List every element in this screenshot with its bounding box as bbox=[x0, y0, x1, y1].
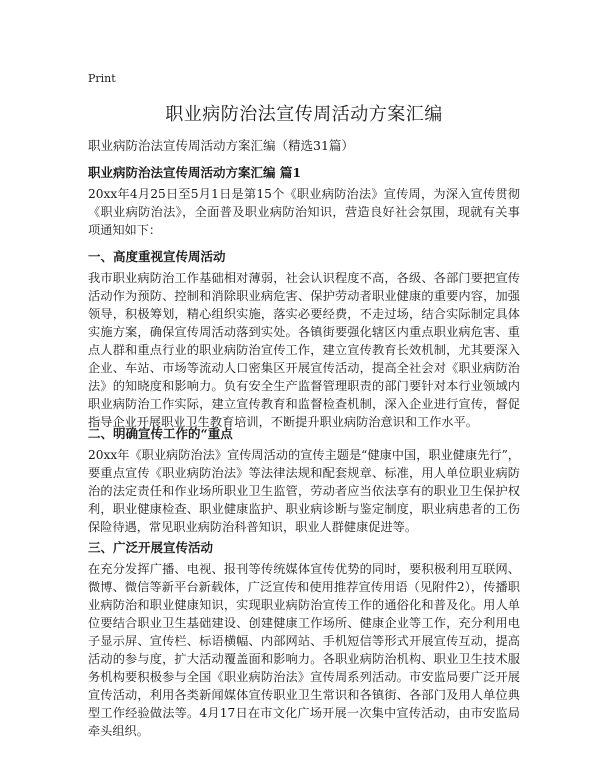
intro-paragraph: 20xx年4月25日至5月1日是第15个《职业病防治法》宣传周，为深入宣传贯彻《职业病防治法》，全面普及职业病防治知识，营造良好社会氛围，现就有关事项通知如下： bbox=[88, 187, 520, 237]
section-heading-2: 二、明确宣传工作的“重点 bbox=[88, 426, 233, 441]
section-heading-1: 一、高度重视宣传周活动 bbox=[88, 249, 226, 264]
section-body-2: 20xx年《职业病防治法》宣传周活动的宣传主题是“健康中国，职业健康先行”，要重点宣传《职业病防治法》等法律法规和配套规章、标准，用人单位职业病防治的法定责任和作业场所职业卫生监管，劳动者应当依法享有的职业卫生保护权利，职业健康检查、职业健康监护、职业病诊断与鉴定制度，职业病患者的工伤保险待遇，常见职业病防治科普知识，职业人群健康促进等。 bbox=[88, 448, 520, 534]
article-heading: 职业病防治法宣传周活动方案汇编 篇1 bbox=[88, 165, 302, 180]
print-label[interactable]: Print bbox=[88, 72, 116, 85]
section-heading-3: 三、广泛开展宣传活动 bbox=[88, 540, 214, 555]
document-title: 职业病防治法宣传周活动方案汇编 bbox=[165, 104, 443, 125]
section-body-3: 在充分发挥广播、电视、报刊等传统媒体宣传优势的同时，要积极利用互联网、微博、微信等新平台新载体，广泛宣传和使用推荐宣传用语（见附件2），传播职业病防治和职业健康知识，实现职业病防治宣传工作的通俗化和普及化。用人单位要结合职业卫生基础建设、创建健康工作场所、健康企业等工作，充分利用电子显示屏、宣传栏、标语横幅、内部网站、手机短信等形式开展宣传互动，提高活动的参与度，扩大活动覆盖面和影响力。各职业病防治机构、职业卫生技术服务机构要积极参与全国《职业病防治法》宣传周系列活动。市安监局要广泛开展宣传活动，利用各类新闻媒体宣传职业卫生常识和各镇街、各部门及用人单位典型工作经验做法等。4月17日在市文化广场开展一次集中宣传活动，由市安监局牵头组织。 bbox=[88, 562, 520, 738]
section-body-1: 我市职业病防治工作基础相对薄弱，社会认识程度不高，各级、各部门要把宣传活动作为预防、控制和消除职业病危害、保护劳动者职业健康的重要内容，加强领导，积极筹划，精心组织实施，落实必要经费，不走过场，结合实际制定具体实施方案，确保宣传周活动落到实处。各镇街要强化辖区内重点职业病危害、重点人群和重点行业的职业病防治宣传工作，建立宣传教育长效机制，尤其要深入企业、车站、市场等流动人口密集区开展宣传活动，提高全社会对《职业病防治法》的知晓度和影响力。负有安全生产监督管理职责的部门要针对本行业领域内职业病防治工作实际，建立宣传教育和监督检查机制，深入企业进行宣传，督促指导企业开展职业卫生教育培训，不断提升职业病防治意识和工作水平。 bbox=[88, 271, 520, 429]
document-subtitle: 职业病防治法宣传周活动方案汇编（精选31篇） bbox=[88, 138, 354, 153]
